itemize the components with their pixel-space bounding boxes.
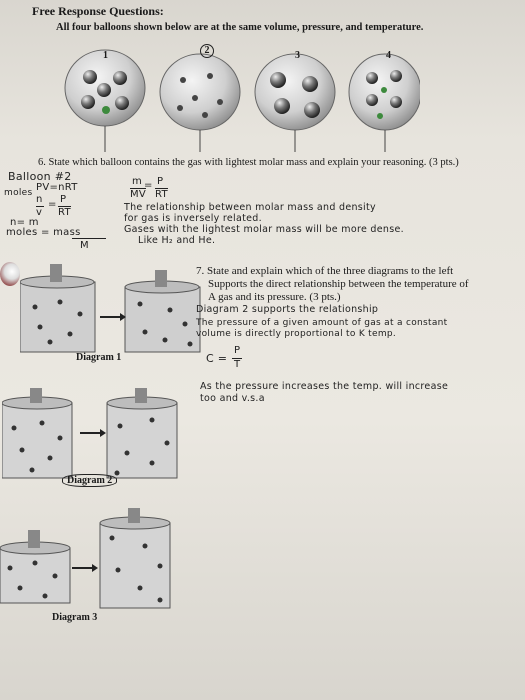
formula-fraction-bar (72, 238, 106, 239)
q6-answer-line-3: Gases with the lightest molar mass will be more dense. (124, 224, 404, 235)
formula-v: v (36, 207, 43, 218)
formula-n: n (36, 194, 43, 205)
q7-prompt-line-3: A gas and its pressure. (3 pts.) (208, 291, 341, 303)
binder-hole (0, 262, 20, 286)
formula-eq: = (48, 199, 57, 210)
q7-prompt-line-2: Supports the direct relationship between the temperature of (208, 278, 469, 290)
formula-nm: n= m (10, 217, 39, 228)
balloon-label-4: 4 (386, 50, 391, 61)
q7-answer-line-2: The pressure of a given amount of gas at a constant (196, 318, 448, 328)
balloons-illustration (60, 40, 420, 155)
formula-m: m (132, 176, 143, 187)
diagram-2-label: Diagram 2 (62, 474, 117, 487)
diagram-3-label: Diagram 3 (52, 612, 98, 623)
diagram-1-illustration (20, 262, 205, 362)
diagram-1-label: Diagram 1 (76, 352, 122, 363)
formula-rt: RT (58, 207, 71, 218)
balloon-label-2: 2 (200, 44, 214, 58)
worksheet-title: Free Response Questions: (32, 4, 164, 18)
q6-prompt: 6. State which balloon contains the gas with lightest molar mass and explain your reasoning. (3 pts.) (38, 157, 459, 168)
q6-answer-line-2: for gas is inversely related. (124, 213, 262, 224)
formula-mid-eq: = (144, 180, 153, 191)
formula-moles-mass: moles = mass (6, 227, 81, 238)
q7-formula-p: P (234, 345, 241, 356)
q7-extra-line-2: too and v.s.a (200, 393, 265, 404)
balloons-intro: All four balloons shown below are at the same volume, pressure, and temperature. (56, 22, 424, 33)
balloon-label-3: 3 (295, 50, 300, 61)
formula-moles-label: moles (4, 188, 33, 198)
diagram-3-illustration (0, 508, 175, 613)
balloon-label-1: 1 (103, 50, 108, 61)
q7-answer-line-1: Diagram 2 supports the relationship (196, 304, 379, 315)
q7-extra-line-1: As the pressure increases the temp. will increase (200, 381, 449, 392)
formula-p: P (60, 194, 67, 205)
balloon-1 (65, 50, 145, 152)
q7-formula-c: C = (206, 352, 228, 365)
formula-mid-p: P (157, 176, 164, 187)
diagram-2-illustration (2, 388, 187, 483)
balloon-2 (160, 54, 240, 152)
formula-mv: MV (130, 189, 147, 200)
formula-M: M (80, 240, 89, 251)
balloon-3 (255, 54, 335, 152)
q7-answer-line-3: volume is directly proportional to K temp. (196, 329, 397, 339)
formula-mid-rt: RT (155, 189, 168, 200)
q6-answer-title: Balloon #2 (8, 170, 72, 183)
balloon-4 (349, 54, 420, 152)
q7-prompt-line-1: 7. State and explain which of the three diagrams to the left (196, 265, 454, 277)
formula-pv: PV=nRT (36, 182, 78, 193)
q6-answer-line-4: Like H₂ and He. (138, 235, 216, 246)
q6-answer-line-1: The relationship between molar mass and density (124, 202, 376, 213)
q7-formula-t: T (234, 359, 241, 370)
